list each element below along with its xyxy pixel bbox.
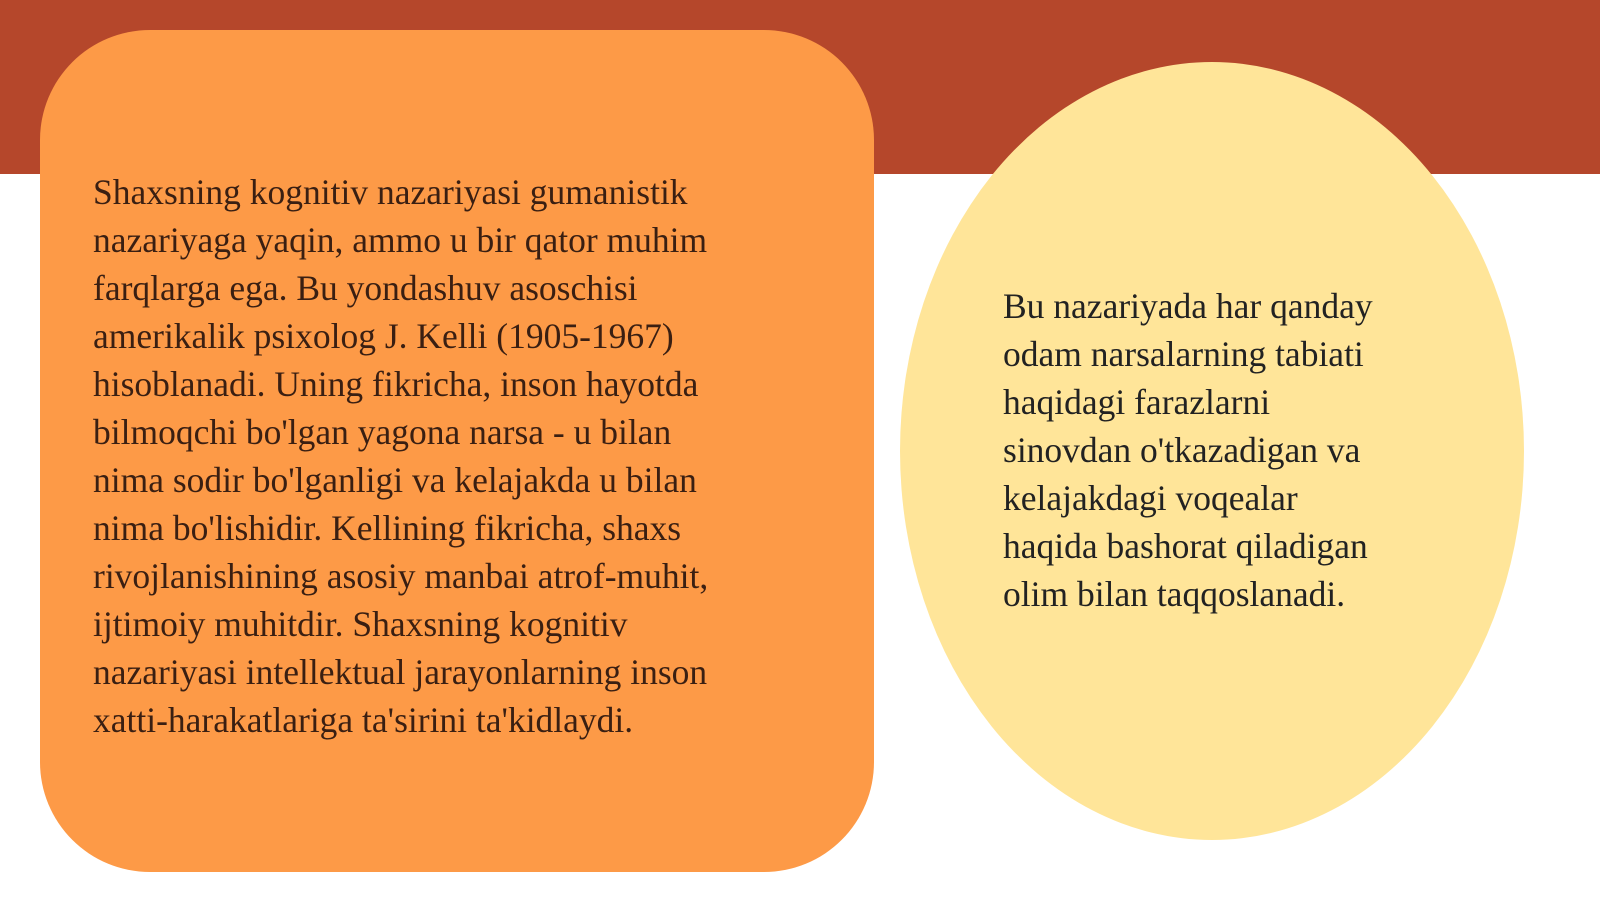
left-panel-text: Shaxsning kognitiv nazariyasi gumanistik nazariyaga yaqin, ammo u bir qator muhim farqlarga ega. Bu yondashuv asoschisi amerikalik psixolog J. Kelli (1905-1967) hisoblanadi. Uning fikricha, inson hayotda bilmoqchi bo'lgan yagona narsa - u bilan nima sodir bo'lganligi va kelajakda u bilan nima bo'lishidir. Kellining fikricha, shaxs rivojlanishining asosiy manbai atrof-muhit, ijtimoiy muhitdir. Shaxsning kognitiv nazariyasi intellektual jarayonlarning inson xatti-harakatlariga ta'sirini ta'kidlaydi. (93, 172, 709, 740)
right-text-ellipse (900, 62, 1524, 840)
right-ellipse-text: Bu nazariyada har qanday odam narsalarning tabiati haqidagi farazlarni sinovdan o'tkazadigan va kelajakdagi voqealar haqida bashorat qiladigan olim bilan taqqoslanadi. (1003, 286, 1373, 614)
left-text-panel (40, 30, 874, 872)
